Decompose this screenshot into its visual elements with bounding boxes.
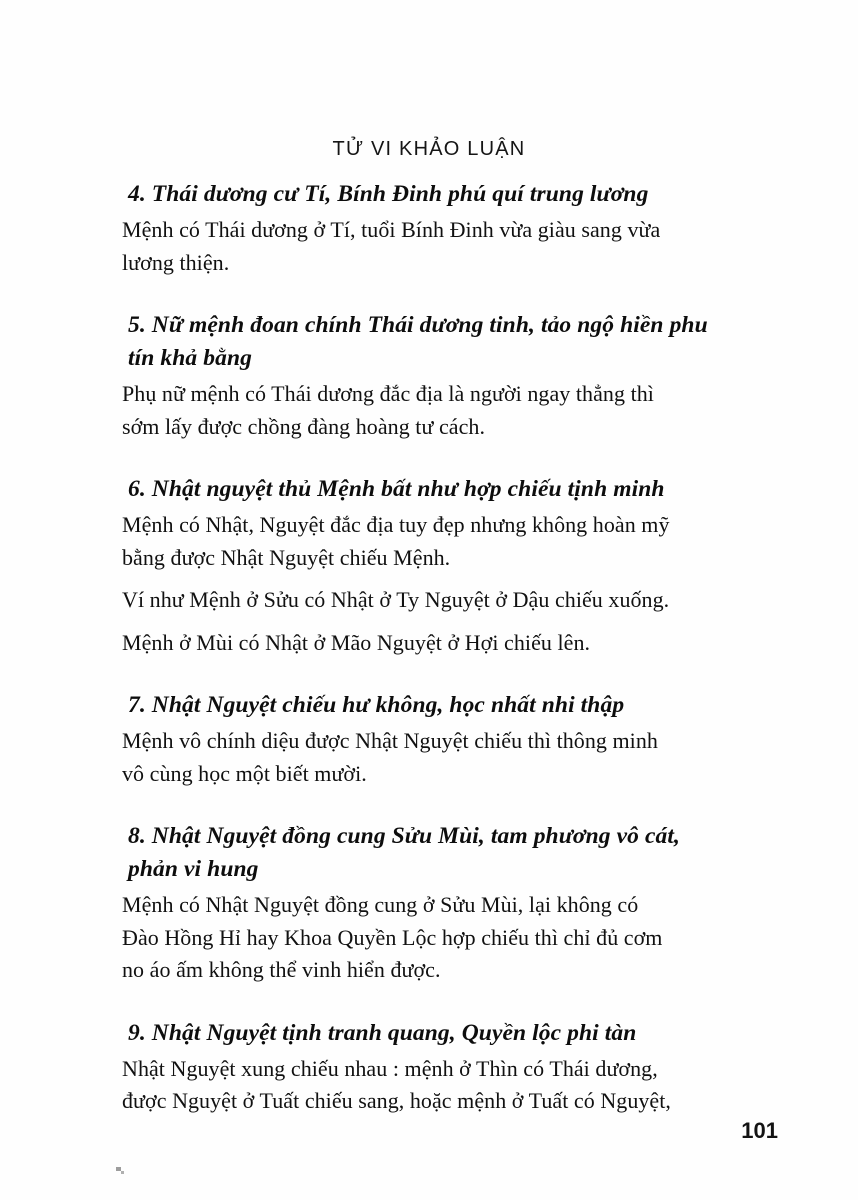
text-line: Nhật Nguyệt xung chiếu nhau : mệnh ở Thìn có Thái dương,	[122, 1055, 658, 1081]
section-6-paragraph-3	[122, 627, 762, 660]
section-4-heading	[128, 178, 762, 211]
section-5-heading	[128, 309, 762, 375]
section-7	[122, 689, 762, 790]
text-line: Ví như Mệnh ở Sửu có Nhật ở Ty Nguyệt ở Dậu chiếu xuống.	[122, 587, 670, 612]
running-head: TỬ VI KHẢO LUẬN	[332, 138, 526, 160]
text-line: Mệnh có Nhật, Nguyệt đắc địa tuy đẹp nhưng không hoàn mỹ	[122, 512, 670, 537]
text-line: Mệnh vô chính diệu được Nhật Nguyệt chiếu thì thông minh	[122, 728, 658, 753]
spacer	[122, 574, 762, 584]
section-6-heading	[128, 473, 762, 506]
text-line: Đào Hồng Hỉ hay Khoa Quyền Lộc hợp chiếu thì chỉ đủ cơm	[122, 924, 663, 950]
section-6	[122, 473, 762, 659]
section-4	[122, 178, 762, 279]
text-line: Mệnh có Thái dương ở Tí, tuổi Bính Đinh vừa giàu sang vừa	[122, 217, 661, 242]
heading-line: tín khả bằng	[128, 345, 252, 371]
text-line: sớm lấy được chồng đàng hoàng tư cách.	[122, 413, 486, 439]
section-4-paragraph-1	[122, 214, 762, 279]
section-7-paragraph-1	[122, 725, 762, 790]
text-line: Phụ nữ mệnh có Thái dương đắc địa là người ngay thẳng thì	[122, 381, 654, 406]
heading-line: 7. Nhật Nguyệt chiếu hư không, học nhất nhi thập	[128, 692, 625, 718]
section-9-paragraph-1	[122, 1053, 762, 1118]
section-9-heading	[128, 1017, 762, 1050]
text-line: Mệnh ở Mùi có Nhật ở Mão Nguyệt ở Hợi chiếu lên.	[122, 629, 591, 655]
spacer	[122, 617, 762, 627]
section-5	[122, 309, 762, 443]
section-8	[122, 820, 762, 987]
section-9	[122, 1017, 762, 1118]
section-spacer	[122, 790, 762, 820]
section-5-paragraph-1	[122, 378, 762, 443]
heading-line: 6. Nhật nguyệt thủ Mệnh bất như hợp chiếu tịnh minh	[128, 476, 665, 502]
heading-line: 8. Nhật Nguyệt đồng cung Sửu Mùi, tam phương vô cát,	[128, 823, 680, 849]
text-line: bằng được Nhật Nguyệt chiếu Mệnh.	[122, 544, 451, 570]
text-line: lương thiện.	[122, 249, 230, 275]
page-body	[122, 178, 762, 1118]
section-spacer	[122, 279, 762, 309]
section-spacer	[122, 443, 762, 473]
heading-line: 5. Nữ mệnh đoan chính Thái dương tinh, tảo ngộ hiền phu	[128, 312, 708, 338]
section-8-heading	[128, 820, 762, 886]
section-spacer	[122, 987, 762, 1017]
text-line: được Nguyệt ở Tuất chiếu sang, hoặc mệnh ở Tuất có Nguyệt,	[122, 1088, 671, 1113]
page-number: 101	[741, 1118, 778, 1143]
heading-line: 9. Nhật Nguyệt tịnh tranh quang, Quyền lộc phi tàn	[128, 1019, 637, 1046]
text-line: Mệnh có Nhật Nguyệt đồng cung ở Sửu Mùi, lại không có	[122, 892, 639, 917]
heading-line: phản vi hung	[128, 856, 259, 882]
section-7-heading	[128, 689, 762, 722]
text-line: vô cùng học một biết mười.	[122, 760, 367, 786]
section-8-paragraph-1	[122, 889, 762, 987]
section-spacer	[122, 659, 762, 689]
text-line: no áo ấm không thể vinh hiển được.	[122, 957, 441, 982]
section-6-paragraph-1	[122, 509, 762, 574]
section-6-paragraph-2	[122, 584, 762, 617]
heading-line: 4. Thái dương cư Tí, Bính Đinh phú quí trung lương	[128, 181, 649, 207]
scan-artifact	[121, 1171, 124, 1174]
